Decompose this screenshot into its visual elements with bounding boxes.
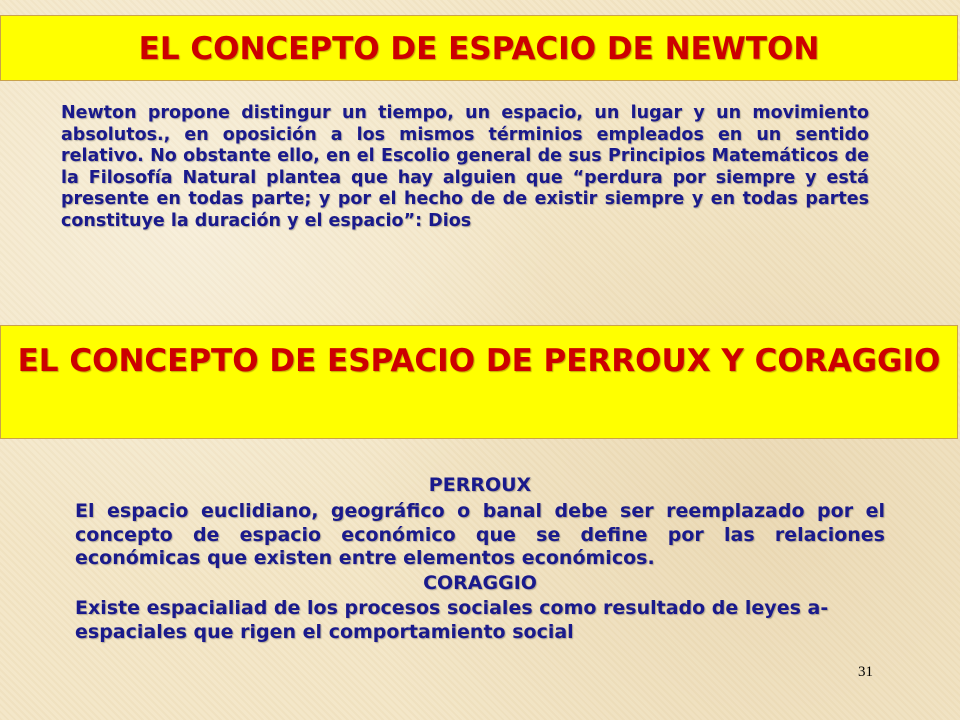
newton-section-title: EL CONCEPTO DE ESPACIO DE NEWTON	[0, 15, 958, 81]
perroux-coraggio-section-title: EL CONCEPTO DE ESPACIO DE PERROUX Y CORAGGIO	[0, 325, 958, 439]
perroux-paragraph: El espacio euclidiano, geográfico o banal debe ser reemplazado por el concepto de espacio económico que se define por las relaciones económicas que existen entre elementos económicos.	[75, 500, 885, 569]
newton-paragraph: Newton propone distingur un tiempo, un espacio, un lugar y un movimiento absolutos., en oposición a los mismos términios empleados en un sentido relativo. No obstante ello, en el Escolio general de sus Principios Matemáticos de la Filosofía Natural plantea que hay alguien que “perdura por siempre y está presente en todas parte; y por el hecho de de existir siempre y en todas partes constituye la duración y el espacio”: Dios	[61, 103, 869, 231]
perroux-heading: PERROUX	[428, 474, 532, 496]
page-number: 31	[858, 664, 873, 680]
coraggio-paragraph: Existe espacialiad de los procesos sociales como resultado de leyes a-espaciales que rigen el comportamiento social	[75, 597, 829, 643]
coraggio-heading: CORAGGIO	[423, 572, 537, 594]
